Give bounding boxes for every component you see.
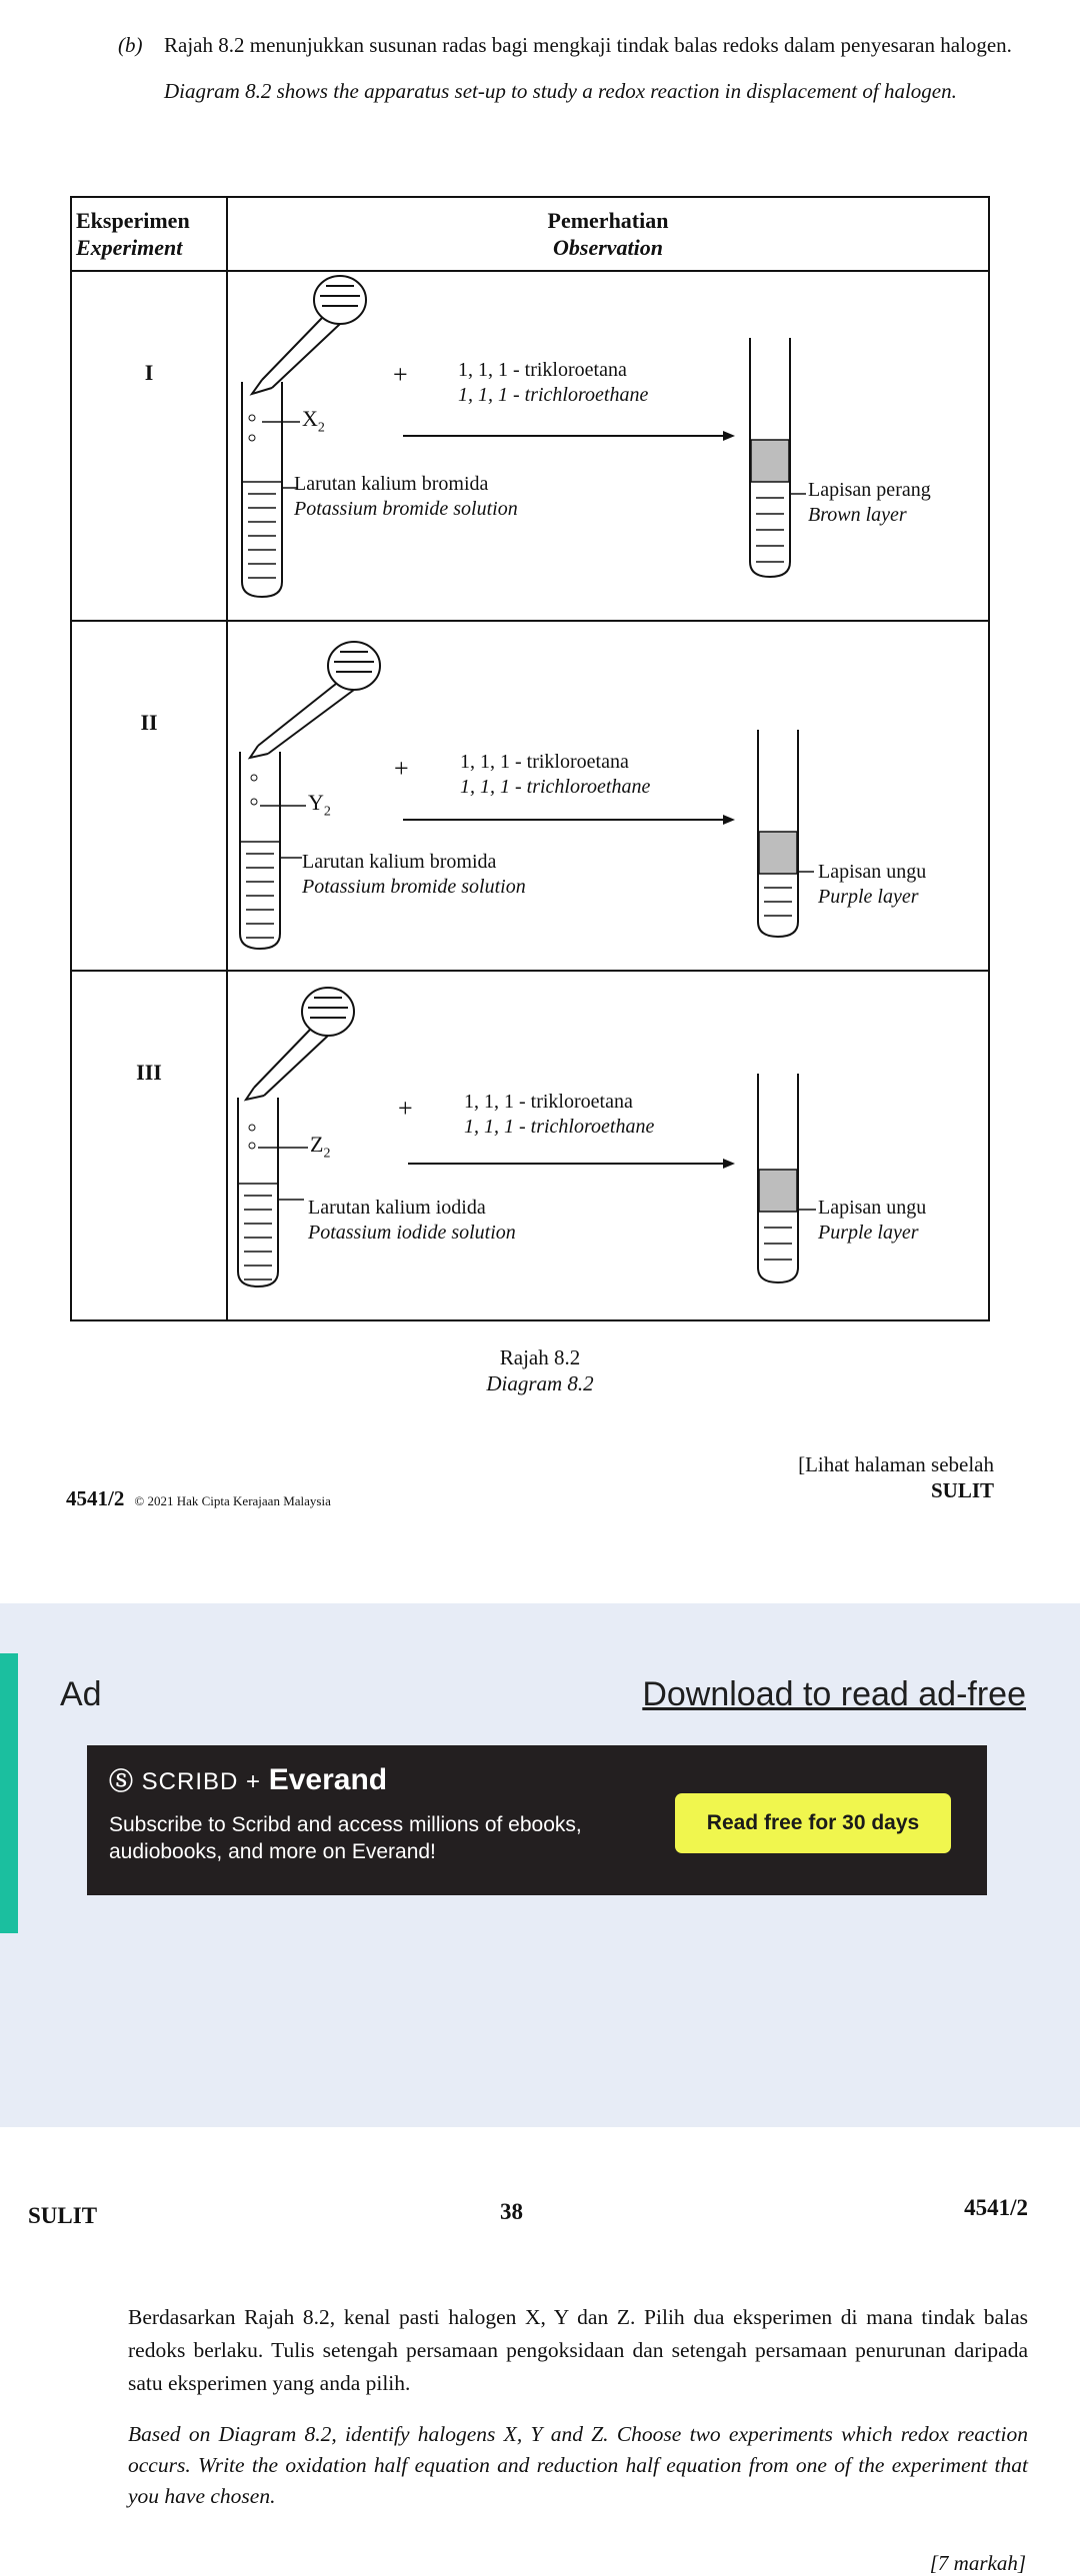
observation-layer-label: Lapisan ungu Purple layer: [818, 1197, 927, 1244]
table-row: [71, 271, 989, 621]
observation-layer-label: Lapisan ungu Purple layer: [818, 861, 927, 908]
halogen-label: $X_2$: [302, 406, 325, 436]
experiment-number: I: [71, 271, 227, 621]
apparatus-diagram: [228, 272, 998, 622]
read-free-button[interactable]: Read free for 30 days: [675, 1793, 951, 1853]
question-english: Based on Diagram 8.2, identify halogens X, Y and Z. Choose two experiments which redox reaction occurs. Write the oxidation half equation and reduction half equation from one of the experiment that you have chosen.: [128, 2422, 1028, 2508]
diagram-caption: Rajah 8.2 Diagram 8.2: [486, 1345, 594, 1395]
reagent-label: 1, 1, 1 - trikloroetana 1, 1, 1 - trichloroethane: [460, 751, 651, 798]
scribd-promo-box[interactable]: [87, 1745, 987, 1895]
experiment-table: [70, 196, 990, 1321]
ad-accent-stripe: [0, 1653, 18, 1933]
page-footer-left: 4541/2 © 2021 Hak Cipta Kerajaan Malaysia: [66, 1486, 331, 1510]
halogen-label: $Y_2$: [308, 790, 331, 820]
experiment-number: III: [71, 971, 227, 1320]
plus-sign: +: [393, 360, 408, 389]
question-malay: Berdasarkan Rajah 8.2, kenal pasti halogen X, Y dan Z. Pilih dua eksperimen di mana tindak balas redoks berlaku. Tulis setengah persamaan pengoksidaan dan setengah persamaan penurunan daripada satu eksperimen yang anda pilih.: [128, 2305, 1028, 2395]
plus-sign: +: [398, 1094, 413, 1123]
ad-banner: [0, 1603, 1080, 2127]
ad-label: Ad: [60, 1675, 102, 1713]
solution-label: Larutan kalium bromida Potassium bromide solution: [302, 851, 526, 898]
part-label: (b): [118, 33, 143, 57]
header-experiment: Eksperimen Experiment: [71, 197, 227, 271]
table-row: [71, 971, 989, 1320]
page-header-code: 4541/2: [964, 2195, 1028, 2220]
solution-label: Larutan kalium iodida Potassium iodide solution: [308, 1197, 516, 1244]
intro-english: Diagram 8.2 shows the apparatus set-up to study a redox reaction in displacement of halogen.: [164, 79, 957, 103]
page-number: 38: [500, 2199, 523, 2224]
header-observation: Pemerhatian Observation: [227, 197, 989, 271]
question-intro: [118, 30, 1018, 106]
plus-sign: +: [394, 754, 409, 783]
solution-label: Larutan kalium bromida Potassium bromide solution: [294, 473, 518, 520]
ad-brand: Ⓢ SCRIBD + Everand: [109, 1763, 388, 1796]
reagent-label: 1, 1, 1 - trikloroetana 1, 1, 1 - trichloroethane: [458, 359, 649, 406]
experiment-number: II: [71, 621, 227, 971]
reagent-label: 1, 1, 1 - trikloroetana 1, 1, 1 - trichloroethane: [464, 1091, 655, 1138]
page-header-sulit: SULIT: [28, 2203, 98, 2228]
marks-label: [7 markah]: [929, 2551, 1026, 2575]
apparatus-diagram: [228, 972, 998, 1321]
scribd-logo-icon: Ⓢ: [109, 1768, 134, 1795]
table-row: [71, 621, 989, 971]
intro-malay: Rajah 8.2 menunjukkan susunan radas bagi mengkaji tindak balas redoks dalam penyesaran halogen.: [164, 33, 1012, 57]
page-footer-right: [Lihat halaman sebelah SULIT: [798, 1452, 994, 1502]
download-ad-free-link[interactable]: Download to read ad-free: [642, 1675, 1026, 1713]
observation-layer-label: Lapisan perang Brown layer: [808, 479, 931, 526]
halogen-label: $Z_2$: [310, 1132, 331, 1162]
ad-body-text: Subscribe to Scribd and access millions of ebooks, audiobooks, and more on Everand!: [109, 1813, 582, 1863]
